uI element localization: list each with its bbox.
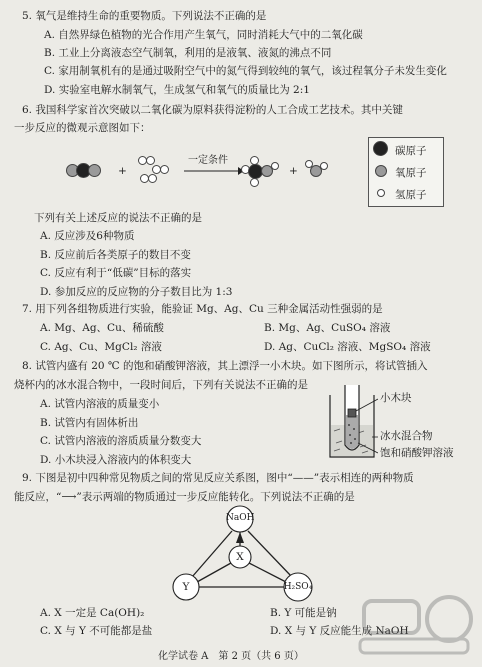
node-y: Y — [182, 581, 190, 593]
q5-stem: 5. 氧气是维持生命的重要物质。下列说法不正确的是 — [22, 10, 267, 22]
q5-option-d: D. 实验室电解水制氧气，生成氢气和氧气的质量比为 2:1 — [44, 84, 310, 96]
legend-carbon — [373, 141, 441, 159]
q8-option-d: D. 小木块浸入溶液内的体积变大 — [40, 454, 192, 466]
q6-prompt: 下列有关上述反应的说法不正确的是 — [34, 212, 202, 224]
q6-option-b: B. 反应前后各类原子的数目不变 — [40, 249, 191, 261]
label-wooden-block: 小木块 — [380, 392, 412, 404]
q6-stem-line2: 一步反应的微观示意图如下： — [14, 122, 151, 134]
legend-hydrogen — [373, 185, 441, 203]
q8-option-a: A. 试管内溶液的质量变小 — [40, 398, 160, 410]
q7-stem: 7. 用下列各组物质进行实验，能验证 Mg、Ag、Cu 三种金属活动性强弱的是 — [22, 303, 383, 315]
q8-stem-line1: 8. 试管内盛有 20 ℃ 的饱和硝酸钾溶液，其上漂浮一小木块。如下图所示，将试管插入 — [22, 360, 428, 372]
q6-option-c: C. 反应有利于“低碳”目标的落实 — [40, 267, 192, 279]
q5-option-c: C. 家用制氧机有的是通过吸附空气中的氮气得到较纯的氧气，该过程氧分子未发生变化 — [44, 65, 447, 77]
label-kno3-solution: 饱和硝酸钾溶液 — [380, 447, 454, 459]
reaction-arrow — [184, 166, 244, 176]
legend-carbon-label: 碳原子 — [395, 145, 427, 157]
q5-option-a: A. 自然界绿色植物的光合作用产生氧气，同时消耗大气中的二氧化碳 — [44, 29, 363, 41]
plus-sign-2: + — [289, 165, 298, 177]
q8-option-b: B. 试管内有固体析出 — [40, 417, 139, 429]
atom-legend — [368, 137, 444, 207]
q9-option-a: A. X 一定是 Ca(OH)₂ — [40, 607, 145, 619]
node-naoh: NaOH — [226, 513, 255, 523]
q7-option-b: B. Mg、Ag、CuSO₄ 溶液 — [264, 322, 391, 334]
plus-sign-1: + — [118, 165, 127, 177]
beaker-diagram — [328, 385, 378, 461]
q7-option-d: D. Ag、CuCl₂ 溶液、MgSO₄ 溶液 — [264, 341, 431, 353]
watermark-logo — [354, 591, 474, 661]
q9-option-c: C. X 与 Y 不可能都是盐 — [40, 625, 153, 637]
q8-option-c: C. 试管内溶液的溶质质量分数变大 — [40, 435, 202, 447]
page-footer: 化学试卷 A 第 2 页（共 6 页） — [158, 651, 304, 662]
q5-option-b: B. 工业上分离液态空气制氧，利用的是液氧、液氮的沸点不同 — [44, 47, 332, 59]
q8-stem-line2: 烧杯内的冰水混合物中，一段时间后，下列有关说法不正确的是 — [14, 379, 308, 391]
q7-option-a: A. Mg、Ag、Cu、稀硫酸 — [40, 322, 164, 334]
q6-stem-line1: 6. 我国科学家首次突破以二氧化碳为原料获得淀粉的人工合成工艺技术。其中关键 — [22, 104, 403, 116]
q6-option-a: A. 反应涉及6种物质 — [40, 230, 135, 242]
q9-option-d: D. X 与 Y 反应能生成 NaOH — [270, 625, 409, 637]
q9-stem-line2: 能反应，“⟶”表示两端的物质通过一步反应能转化。下列说法不正确的是 — [14, 491, 355, 503]
reaction-condition: 一定条件 — [188, 155, 228, 166]
legend-oxygen-label: 氧原子 — [395, 167, 427, 179]
q7-option-c: C. Ag、Cu、MgCl₂ 溶液 — [40, 341, 162, 353]
legend-hydrogen-label: 氢原子 — [395, 189, 427, 201]
q9-option-b: B. Y 可能是钠 — [270, 607, 337, 619]
legend-oxygen — [373, 163, 441, 181]
node-h2so4: H₂SO₄ — [283, 582, 313, 592]
q6-option-d: D. 参加反应的反应物的分子数目比为 1:3 — [40, 286, 233, 298]
label-ice-water: 冰水混合物 — [380, 430, 433, 442]
q9-stem-line1: 9. 下图是初中四种常见物质之间的常见反应关系图，图中“——”表示相连的两种物质 — [22, 472, 414, 484]
node-x: X — [236, 551, 244, 563]
